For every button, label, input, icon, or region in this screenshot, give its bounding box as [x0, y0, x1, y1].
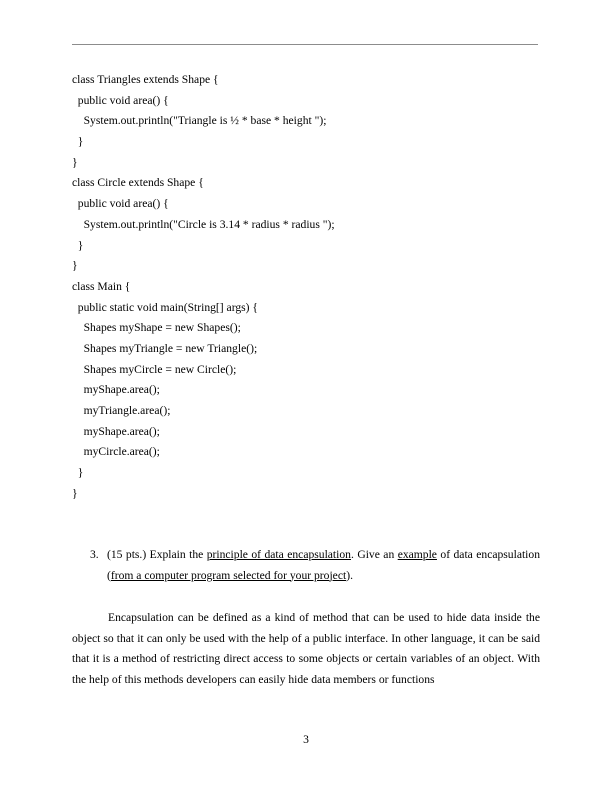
header-rule — [72, 44, 538, 45]
code-line: class Triangles extends Shape { — [72, 73, 219, 86]
code-block — [72, 70, 542, 504]
question-3 — [90, 545, 540, 586]
question-number: 3. — [90, 548, 99, 561]
code-line: } — [72, 238, 84, 252]
code-line: } — [72, 486, 78, 500]
question-end: ). — [346, 568, 353, 582]
code-line: Shapes myCircle = new Circle(); — [72, 362, 237, 376]
question-mid2: of data encapsulation ( — [107, 548, 541, 582]
code-line: } — [72, 466, 84, 480]
code-line: public void area() { — [72, 197, 169, 211]
question-points: (15 pts.) Explain the — [107, 548, 207, 561]
program-link: from a computer program selected for your project — [110, 568, 347, 582]
code-line: class Main { — [72, 279, 131, 293]
code-line: System.out.println("Triangle is ½ * base * height "); — [72, 114, 327, 128]
page-number: 3 — [303, 733, 309, 746]
code-line: myCircle.area(); — [72, 445, 160, 459]
code-line: myShape.area(); — [72, 424, 160, 438]
question-text — [107, 545, 540, 586]
body-paragraph: Encapsulation can be defined as a kind of method that can be used to hide data inside the object so that it can only be used with the help of a public interface. In other language, it can be said that it is a method of restricting direct access to some objects or certain variables of an object. With the help of this methods developers can easily hide data members or functions — [72, 611, 540, 686]
question-mid: . Give an — [350, 548, 398, 561]
code-line: } — [72, 259, 78, 273]
code-line: class Circle extends Shape { — [72, 176, 204, 190]
code-line: myTriangle.area(); — [72, 404, 171, 417]
code-line: } — [72, 135, 84, 149]
code-line: } — [72, 155, 78, 169]
code-line: Shapes myTriangle = new Triangle(); — [72, 341, 258, 355]
code-line: myShape.area(); — [72, 383, 160, 397]
code-line: public static void main(String[] args) { — [72, 300, 258, 314]
code-line: Shapes myShape = new Shapes(); — [72, 321, 241, 335]
code-line: System.out.println("Circle is 3.14 * radius * radius "); — [72, 217, 335, 231]
example-link: example — [397, 548, 437, 561]
principle-link: principle of data encapsulation — [206, 548, 351, 561]
code-line: public void area() { — [72, 93, 169, 107]
